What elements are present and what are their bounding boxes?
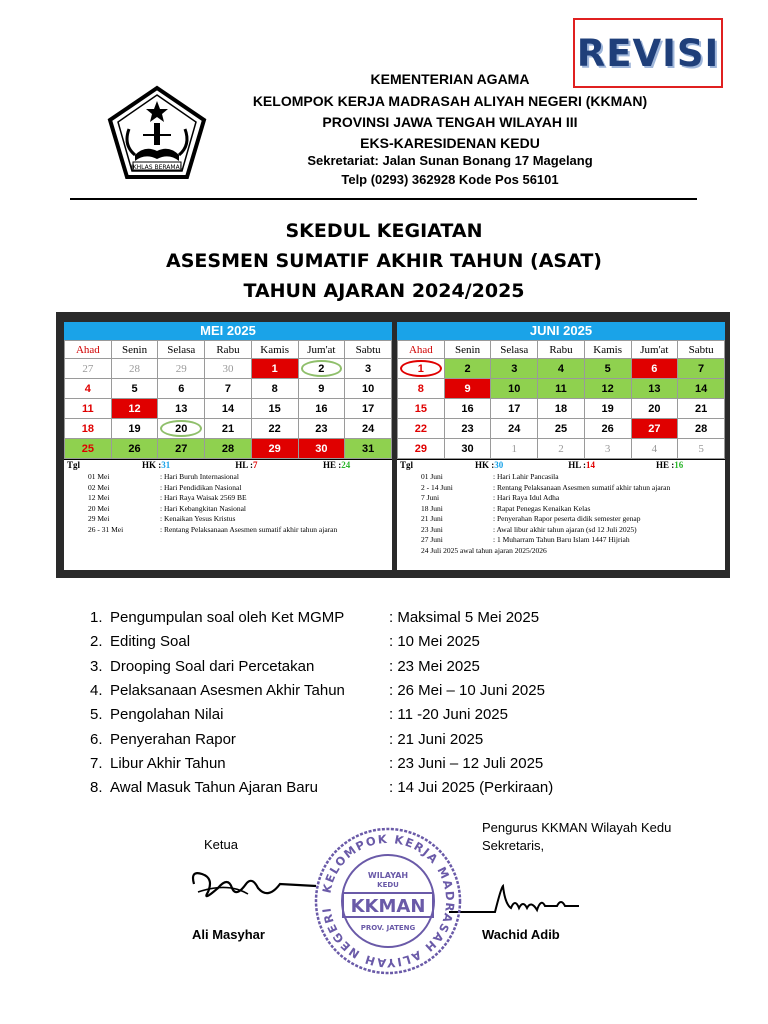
day-number: 2 — [558, 442, 564, 455]
summary-hk-label: HK : — [142, 460, 162, 470]
schedule-number: 7. — [90, 754, 103, 772]
note-row — [403, 525, 725, 536]
summary-hl: 14 — [586, 460, 596, 470]
week-row — [398, 359, 725, 379]
day-cell — [491, 439, 538, 459]
weekday-cell: Sabtu — [678, 341, 725, 359]
week-row — [398, 439, 725, 459]
schedule-date: : 14 Jui 2025 (Perkiraan) — [389, 779, 554, 797]
day-cell — [631, 359, 678, 379]
day-cell — [538, 359, 585, 379]
summary-he-label: HE : — [323, 460, 342, 470]
schedule-activity: Penyerahan Rapor — [110, 730, 236, 748]
day-cell — [251, 399, 298, 419]
day-cell — [205, 379, 252, 399]
day-cell — [205, 399, 252, 419]
summary-row — [397, 459, 725, 471]
weekday-row — [65, 341, 392, 359]
day-cell — [158, 439, 205, 459]
schedule-date: : 10 Mei 2025 — [389, 633, 480, 651]
day-number: 18 — [81, 422, 94, 435]
day-cell — [205, 359, 252, 379]
header-divider — [70, 198, 697, 200]
day-number: 1 — [417, 362, 424, 375]
day-cell — [65, 419, 112, 439]
weekday-cell: Kamis — [251, 341, 298, 359]
day-cell — [298, 439, 345, 459]
note-date: 2 - 14 Juni — [421, 482, 453, 492]
weekday-cell: Sabtu — [345, 341, 392, 359]
note-row — [403, 514, 725, 525]
day-cell — [584, 399, 631, 419]
seal-center-text: KKMAN — [350, 896, 426, 917]
day-cell — [444, 359, 491, 379]
day-number: 17 — [508, 402, 521, 415]
schedule-number: 5. — [90, 706, 103, 724]
title-line-3: TAHUN AJARAN 2024/2025 — [243, 280, 525, 302]
day-cell — [298, 359, 345, 379]
header-phone: Telp (0293) 362928 Kode Pos 56101 — [341, 172, 559, 187]
note-row — [70, 514, 392, 525]
weekday-cell: Ahad — [398, 341, 445, 359]
note-date: 02 Mei — [88, 482, 110, 492]
day-cell — [398, 419, 445, 439]
calendar-may — [64, 322, 392, 570]
note-row — [403, 493, 725, 504]
day-number: 2 — [464, 362, 471, 375]
summary-hl-label: HL : — [568, 460, 587, 470]
title-line-2: ASESMEN SUMATIF AKHIR TAHUN (ASAT) — [166, 250, 602, 272]
note-row — [403, 483, 725, 494]
title-line-1: SKEDUL KEGIATAN — [285, 220, 483, 242]
day-number: 29 — [175, 362, 187, 375]
day-cell — [584, 439, 631, 459]
summary-hk-label: HK : — [475, 460, 495, 470]
day-cell — [158, 419, 205, 439]
day-number: 9 — [464, 382, 471, 395]
right-signer-name: Wachid Adib — [482, 927, 560, 942]
schedule-date: : 21 Juni 2025 — [389, 730, 484, 748]
note-date: 26 - 31 Mei — [88, 524, 124, 534]
day-number: 8 — [271, 382, 278, 395]
day-cell — [631, 439, 678, 459]
note-text: : Awal libur akhir tahun ajaran (sd 12 Juli 2025) — [493, 524, 637, 534]
summary-hl-label: HL : — [235, 460, 254, 470]
day-number: 15 — [414, 402, 427, 415]
day-cell — [158, 399, 205, 419]
day-number: 24 — [508, 422, 521, 435]
day-cell — [345, 399, 392, 419]
summary-hk: 30 — [494, 460, 504, 470]
day-cell — [251, 419, 298, 439]
summary-he: 16 — [674, 460, 684, 470]
schedule-item — [90, 731, 710, 748]
day-cell — [398, 359, 445, 379]
summary-tgl: Tgl — [400, 460, 414, 470]
day-number: 27 — [648, 422, 661, 435]
day-cell — [678, 439, 725, 459]
day-cell — [491, 379, 538, 399]
day-number: 27 — [175, 442, 188, 455]
schedule-date: : 11 -20 Juni 2025 — [389, 706, 508, 724]
seal-top2-text: KEDU — [377, 881, 399, 889]
day-cell — [111, 399, 158, 419]
day-number: 28 — [694, 422, 708, 435]
day-number: 29 — [268, 442, 281, 455]
note-row — [70, 525, 392, 536]
day-cell — [65, 359, 112, 379]
day-cell — [298, 379, 345, 399]
day-number: 7 — [698, 362, 705, 375]
note-date: 29 Mei — [88, 514, 110, 523]
day-cell — [298, 399, 345, 419]
note-text: : Hari Raya Idul Adha — [493, 493, 560, 502]
day-cell — [345, 439, 392, 459]
left-signature-mark — [188, 862, 323, 907]
kkman-seal — [313, 826, 463, 976]
day-cell — [251, 439, 298, 459]
day-number: 13 — [648, 382, 661, 395]
day-number: 1 — [271, 362, 278, 375]
day-cell — [584, 419, 631, 439]
day-number: 11 — [82, 402, 94, 415]
day-number: 13 — [175, 402, 188, 415]
day-number: 10 — [361, 382, 375, 395]
note-row — [70, 504, 392, 515]
month-header: JUNI 2025 — [397, 322, 725, 340]
note-date: 01 Juni — [421, 472, 443, 481]
week-row — [65, 399, 392, 419]
week-row — [65, 379, 392, 399]
left-signer-role: Ketua — [204, 837, 238, 852]
note-text: : Rentang Pelaksanaan Asesmen sumatif akhir tahun ajaran — [493, 482, 671, 492]
schedule-item — [90, 706, 710, 723]
highlight-ring — [160, 420, 202, 437]
note-date: 12 Mei — [88, 493, 110, 502]
day-cell — [678, 379, 725, 399]
schedule-number: 1. — [90, 609, 103, 626]
week-row — [398, 419, 725, 439]
schedule-activity: Drooping Soal dari Percetakan — [110, 657, 315, 675]
weekday-cell: Ahad — [65, 341, 112, 359]
day-cell — [538, 379, 585, 399]
right-signer-organization: Pengurus KKMAN Wilayah Kedu — [482, 820, 672, 835]
seal-ring-text: KELOMPOK KERJA MADRASAH ALIYAH NEGERI — [319, 831, 458, 971]
day-number: 10 — [508, 382, 521, 395]
right-signer-role: Sekretaris, — [482, 838, 545, 853]
note-date: 7 Juni — [421, 493, 440, 502]
day-cell — [678, 419, 725, 439]
week-row — [65, 439, 392, 459]
schedule-item — [90, 682, 710, 699]
note-row — [70, 493, 392, 504]
schedule-activity: Pelaksanaan Asesmen Akhir Tahun — [110, 681, 345, 699]
day-number: 16 — [315, 402, 328, 415]
day-cell — [65, 379, 112, 399]
day-cell — [158, 379, 205, 399]
schedule-date: : 26 Mei – 10 Juni 2025 — [389, 681, 545, 699]
day-cell — [205, 439, 252, 459]
day-cell — [345, 419, 392, 439]
day-number: 20 — [648, 402, 661, 415]
day-number: 30 — [461, 442, 474, 455]
day-number: 12 — [128, 402, 141, 415]
note-text: : Penyerahan Rapor peserta didik semester genap — [493, 514, 641, 523]
note-date: 23 Juni — [421, 524, 443, 534]
kemenag-logo — [105, 85, 209, 181]
weekday-cell: Kamis — [584, 341, 631, 359]
note-text: : Hari Lahir Pancasila — [493, 472, 559, 481]
note-text: : Hari Buruh Internasional — [160, 472, 239, 481]
day-number: 3 — [365, 362, 372, 375]
note-row — [403, 535, 725, 546]
day-cell — [444, 439, 491, 459]
day-number: 8 — [417, 382, 424, 395]
day-number: 5 — [131, 382, 138, 395]
day-cell — [398, 439, 445, 459]
day-number: 22 — [268, 422, 281, 435]
day-cell — [298, 419, 345, 439]
note-date: 20 Mei — [88, 503, 110, 513]
day-number: 22 — [414, 422, 427, 435]
day-number: 23 — [315, 422, 328, 435]
weekday-cell: Jum'at — [298, 341, 345, 359]
note-date: 01 Mei — [88, 472, 110, 481]
note-text: : Hari Pendidikan Nasional — [160, 482, 242, 492]
revisi-text: REVISI — [576, 31, 720, 75]
day-number: 2 — [318, 362, 325, 375]
schedule-item — [90, 633, 710, 650]
calendar-grid — [397, 340, 725, 459]
day-cell — [251, 379, 298, 399]
schedule-number: 4. — [90, 681, 103, 699]
header-region: EKS-KARESIDENAN KEDU — [360, 135, 540, 151]
week-row — [398, 399, 725, 419]
note-text: : 1 Muharram Tahun Baru Islam 1447 Hijriah — [493, 535, 630, 544]
note-text: : Rentang Pelaksanaan Asesmen sumatif akhir tahun ajaran — [160, 524, 338, 534]
note-row — [403, 546, 725, 557]
day-cell — [251, 359, 298, 379]
schedule-number: 3. — [90, 657, 103, 675]
day-cell — [111, 379, 158, 399]
note-date: 18 Juni — [421, 503, 443, 513]
calendar-grid — [64, 340, 392, 459]
note-row — [403, 504, 725, 515]
summary-tgl: Tgl — [67, 460, 81, 470]
schedule-activity: Libur Akhir Tahun — [110, 754, 226, 772]
day-cell — [444, 419, 491, 439]
holiday-notes — [397, 471, 725, 556]
day-number: 28 — [221, 442, 235, 455]
schedule-item — [90, 779, 710, 796]
calendar-june — [397, 322, 725, 570]
header-province: PROVINSI JAWA TENGAH WILAYAH III — [322, 114, 578, 130]
day-cell — [158, 359, 205, 379]
schedule-number: 8. — [90, 779, 103, 797]
day-number: 18 — [554, 402, 568, 415]
day-cell — [111, 419, 158, 439]
schedule-activity: Awal Masuk Tahun Ajaran Baru — [110, 779, 318, 797]
day-number: 7 — [224, 382, 232, 395]
day-number: 19 — [601, 402, 614, 415]
day-number: 17 — [361, 402, 375, 415]
weekday-cell: Selasa — [158, 341, 205, 359]
note-row — [403, 472, 725, 483]
day-number: 21 — [694, 402, 708, 415]
day-number: 6 — [178, 382, 185, 395]
weekday-cell: Senin — [444, 341, 491, 359]
day-cell — [444, 379, 491, 399]
summary-he-label: HE : — [656, 460, 675, 470]
day-number: 21 — [221, 422, 235, 435]
day-number: 28 — [129, 362, 141, 375]
schedule-number: 2. — [90, 633, 103, 651]
weekday-cell: Senin — [111, 341, 158, 359]
weekday-cell: Rabu — [538, 341, 585, 359]
day-cell — [205, 419, 252, 439]
note-text: : Kenaikan Yesus Kristus — [160, 514, 236, 523]
note-text: 24 Juli 2025 awal tahun ajaran 2025/2026 — [421, 545, 547, 555]
day-number: 24 — [361, 422, 375, 435]
day-number: 26 — [601, 422, 614, 435]
day-cell — [631, 379, 678, 399]
day-cell — [584, 379, 631, 399]
day-number: 9 — [318, 382, 325, 395]
day-number: 5 — [698, 442, 704, 455]
day-number: 20 — [175, 422, 188, 435]
header-ministry: KEMENTERIAN AGAMA — [370, 71, 530, 87]
note-date: 21 Juni — [421, 514, 443, 523]
day-cell — [678, 359, 725, 379]
weekday-cell: Jum'at — [631, 341, 678, 359]
seal-bottom-text: PROV. JATENG — [360, 924, 416, 932]
day-number: 27 — [82, 362, 94, 375]
schedule-activity: Pengumpulan soal oleh Ket MGMP — [110, 609, 345, 626]
schedule-item — [90, 658, 710, 675]
day-number: 14 — [694, 382, 708, 395]
holiday-notes — [64, 471, 392, 535]
day-number: 29 — [414, 442, 427, 455]
day-number: 26 — [128, 442, 141, 455]
schedule-item — [90, 755, 710, 772]
weekday-row — [398, 341, 725, 359]
day-number: 25 — [554, 422, 568, 435]
left-signer-name: Ali Masyhar — [192, 927, 265, 942]
note-text: : Hari Kebangkitan Nasional — [160, 503, 247, 513]
schedule-activity: Pengolahan Nilai — [110, 706, 224, 724]
day-cell — [631, 399, 678, 419]
day-number: 4 — [84, 382, 91, 395]
summary-row — [64, 459, 392, 471]
summary-he: 24 — [341, 460, 351, 470]
weekday-cell: Rabu — [205, 341, 252, 359]
note-text: : Hari Raya Waisak 2569 BE — [160, 493, 247, 502]
right-signature-mark — [445, 878, 585, 918]
day-cell — [65, 399, 112, 419]
day-number: 6 — [651, 362, 658, 375]
header-organization: KELOMPOK KERJA MADRASAH ALIYAH NEGERI (KKMAN) — [252, 93, 648, 109]
day-number: 3 — [511, 362, 518, 375]
day-cell — [538, 419, 585, 439]
day-number: 4 — [651, 442, 658, 455]
day-cell — [584, 359, 631, 379]
note-row — [70, 472, 392, 483]
summary-hk: 31 — [161, 460, 171, 470]
day-number: 30 — [315, 442, 328, 455]
day-cell — [111, 439, 158, 459]
day-number: 23 — [461, 422, 474, 435]
day-cell — [678, 399, 725, 419]
day-number: 5 — [604, 362, 611, 375]
note-date: 27 Juni — [421, 535, 443, 544]
day-number: 3 — [604, 442, 611, 455]
schedule-item — [90, 609, 710, 626]
highlight-ring — [301, 360, 343, 377]
weekday-cell: Selasa — [491, 341, 538, 359]
week-row — [65, 359, 392, 379]
note-text: : Rapat Penegas Kenaikan Kelas — [493, 503, 591, 513]
day-cell — [491, 359, 538, 379]
day-number: 30 — [222, 362, 234, 375]
day-cell — [398, 379, 445, 399]
summary-hl: 7 — [253, 460, 258, 470]
day-cell — [345, 379, 392, 399]
seal-top-text: WILAYAH — [367, 871, 409, 880]
day-cell — [398, 399, 445, 419]
highlight-ring — [400, 360, 442, 377]
day-number: 25 — [81, 442, 94, 455]
day-number: 12 — [601, 382, 614, 395]
day-cell — [491, 399, 538, 419]
day-cell — [491, 419, 538, 439]
logo-motto: IKHLAS BERAMAL — [130, 164, 184, 171]
day-cell — [65, 439, 112, 459]
day-number: 4 — [557, 362, 565, 375]
day-cell — [631, 419, 678, 439]
day-cell — [538, 399, 585, 419]
schedule-date: : 23 Juni – 12 Juli 2025 — [389, 754, 544, 772]
day-number: 15 — [268, 402, 281, 415]
day-number: 16 — [461, 402, 474, 415]
header-address: Sekretariat: Jalan Sunan Bonang 17 Magelang — [307, 153, 593, 168]
week-row — [65, 419, 392, 439]
day-cell — [444, 399, 491, 419]
schedule-date: : Maksimal 5 Mei 2025 — [389, 609, 540, 626]
week-row — [398, 379, 725, 399]
note-row — [70, 483, 392, 494]
day-number: 31 — [361, 442, 375, 455]
day-number: 11 — [555, 382, 567, 395]
schedule-date: : 23 Mei 2025 — [389, 657, 480, 675]
schedule-activity: Editing Soal — [110, 633, 191, 651]
schedule-number: 6. — [90, 730, 103, 748]
day-number: 1 — [511, 442, 517, 455]
day-cell — [345, 359, 392, 379]
month-header: MEI 2025 — [64, 322, 392, 340]
day-cell — [538, 439, 585, 459]
day-number: 14 — [221, 402, 235, 415]
day-number: 19 — [128, 422, 141, 435]
day-cell — [111, 359, 158, 379]
